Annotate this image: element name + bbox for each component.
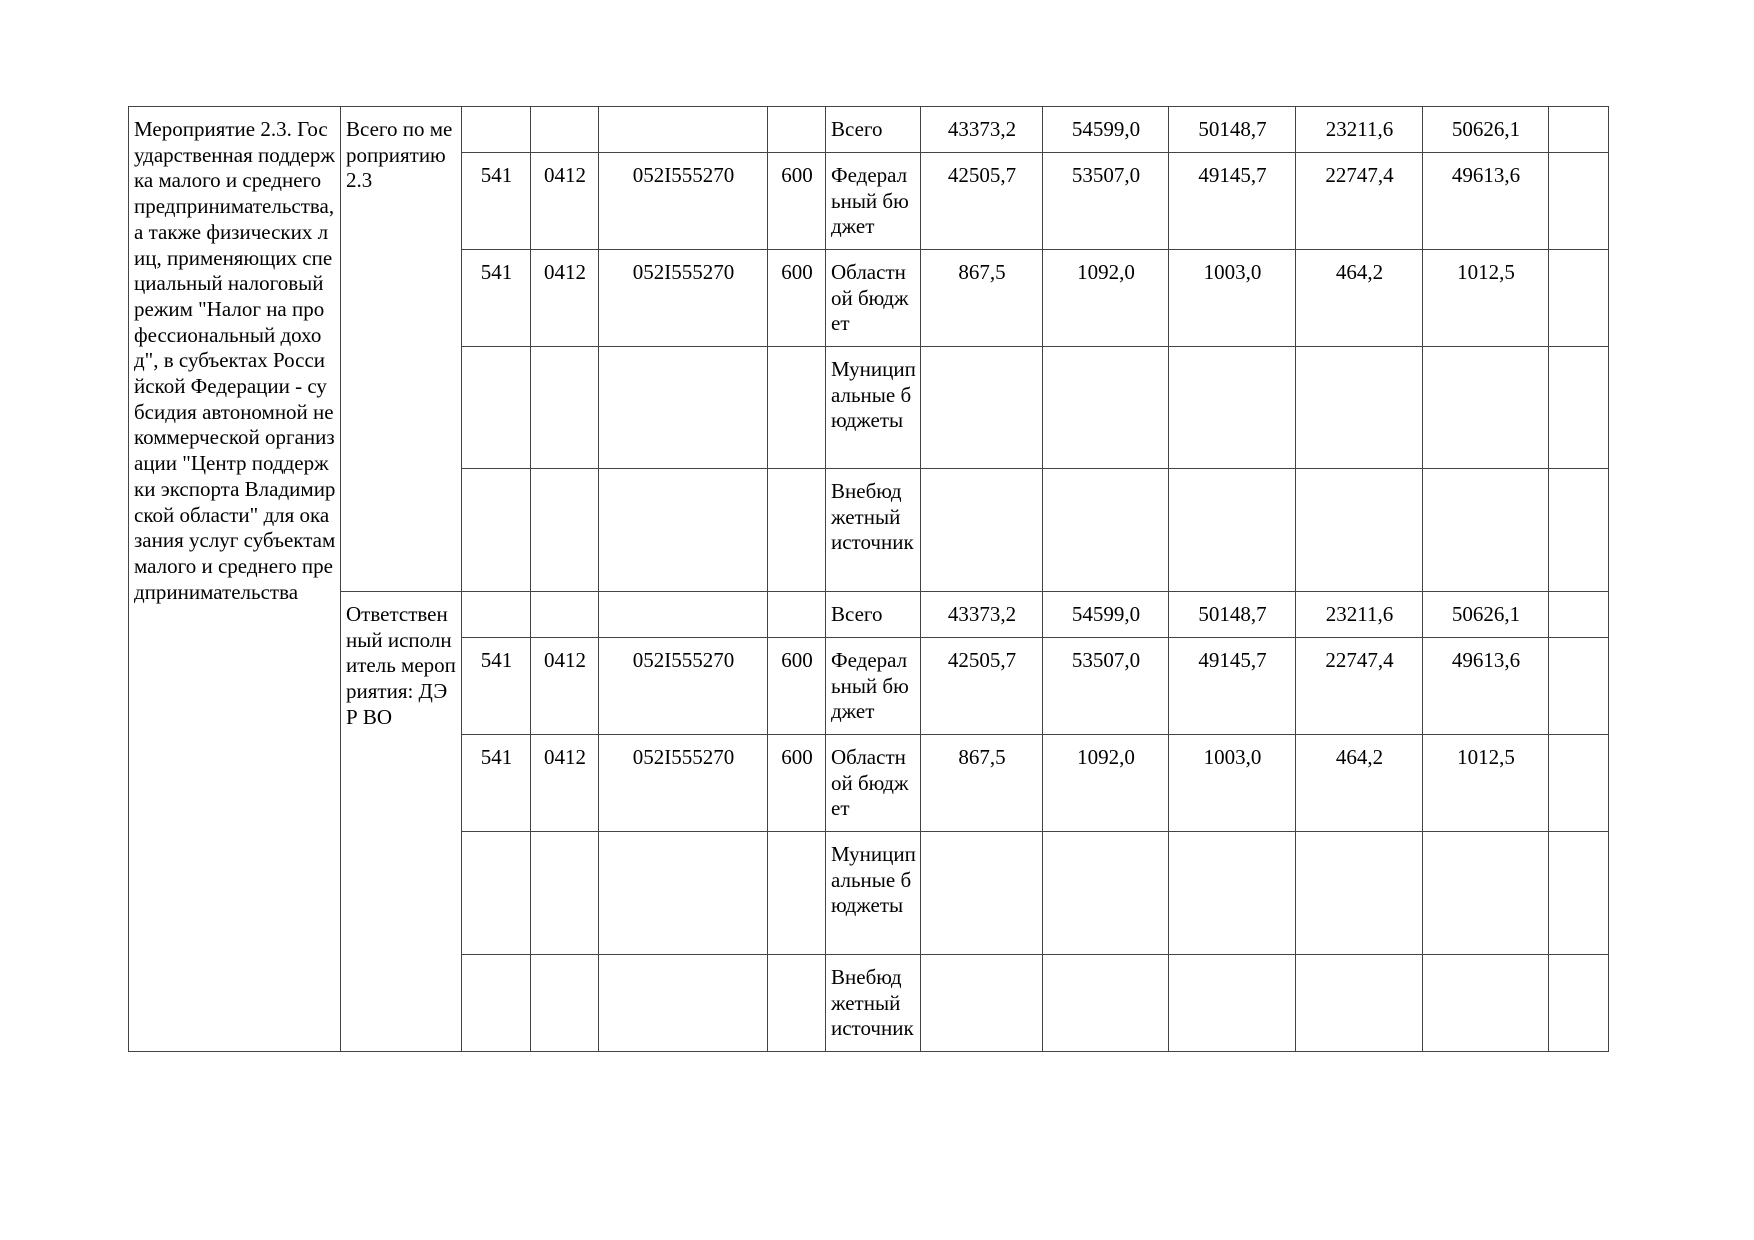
vr-cell: 600 xyxy=(768,250,826,347)
value-cell: 1003,0 xyxy=(1169,250,1296,347)
budget-table xyxy=(128,106,1609,1052)
value-cell: 1003,0 xyxy=(1169,735,1296,832)
source-cell: Областной бюджет xyxy=(826,735,921,832)
value-cell: 54599,0 xyxy=(1043,592,1169,638)
source-cell: Всего xyxy=(826,107,921,153)
value-cell: 464,2 xyxy=(1296,250,1423,347)
value-cell xyxy=(921,347,1043,469)
csr-cell xyxy=(599,107,768,153)
rz-cell xyxy=(531,469,599,592)
value-cell: 42505,7 xyxy=(921,153,1043,250)
source-cell: Областной бюджет xyxy=(826,250,921,347)
grbs-cell: 541 xyxy=(462,735,531,832)
truncated-cell xyxy=(1549,250,1609,347)
value-cell xyxy=(1296,955,1423,1052)
measure-title-cell: Мероприятие 2.3. Государственная поддержка малого и среднего предпринимательства, а также физических лиц, применяющих специальный налоговый режим "Налог на профессиональный доход", в субъектах Российской Федерации - субсидия автономной некоммерческой организации "Центр поддержки экспорта Владимирской области" для оказания услуг субъектам малого и среднего предпринимательства xyxy=(129,107,341,1052)
value-cell: 50148,7 xyxy=(1169,107,1296,153)
rz-cell: 0412 xyxy=(531,638,599,735)
grbs-cell xyxy=(462,469,531,592)
rz-cell xyxy=(531,955,599,1052)
value-cell xyxy=(1169,832,1296,955)
value-cell xyxy=(921,832,1043,955)
value-cell: 53507,0 xyxy=(1043,153,1169,250)
value-cell: 50626,1 xyxy=(1423,107,1549,153)
rz-cell: 0412 xyxy=(531,250,599,347)
grbs-cell xyxy=(462,107,531,153)
value-cell xyxy=(1296,347,1423,469)
vr-cell: 600 xyxy=(768,638,826,735)
csr-cell xyxy=(599,469,768,592)
csr-cell: 052I555270 xyxy=(599,638,768,735)
csr-cell xyxy=(599,955,768,1052)
source-cell: Муниципальные бюджеты xyxy=(826,347,921,469)
truncated-cell xyxy=(1549,347,1609,469)
value-cell xyxy=(1423,469,1549,592)
value-cell: 43373,2 xyxy=(921,107,1043,153)
truncated-cell xyxy=(1549,469,1609,592)
truncated-cell xyxy=(1549,638,1609,735)
grbs-cell xyxy=(462,832,531,955)
value-cell xyxy=(1296,469,1423,592)
source-cell: Федеральный бюджет xyxy=(826,638,921,735)
vr-cell xyxy=(768,592,826,638)
value-cell: 49145,7 xyxy=(1169,153,1296,250)
value-cell: 53507,0 xyxy=(1043,638,1169,735)
value-cell: 50148,7 xyxy=(1169,592,1296,638)
rz-cell xyxy=(531,592,599,638)
grbs-cell: 541 xyxy=(462,153,531,250)
value-cell: 464,2 xyxy=(1296,735,1423,832)
rz-cell: 0412 xyxy=(531,735,599,832)
grbs-cell xyxy=(462,955,531,1052)
value-cell: 1092,0 xyxy=(1043,735,1169,832)
truncated-cell xyxy=(1549,955,1609,1052)
truncated-cell xyxy=(1549,735,1609,832)
value-cell xyxy=(1169,347,1296,469)
vr-cell: 600 xyxy=(768,735,826,832)
value-cell xyxy=(1423,347,1549,469)
rz-cell xyxy=(531,347,599,469)
csr-cell: 052I555270 xyxy=(599,250,768,347)
value-cell xyxy=(921,955,1043,1052)
value-cell: 1012,5 xyxy=(1423,735,1549,832)
grbs-cell xyxy=(462,592,531,638)
csr-cell xyxy=(599,592,768,638)
value-cell xyxy=(1423,955,1549,1052)
grbs-cell xyxy=(462,347,531,469)
csr-cell: 052I555270 xyxy=(599,153,768,250)
grbs-cell: 541 xyxy=(462,250,531,347)
vr-cell xyxy=(768,832,826,955)
rz-cell xyxy=(531,107,599,153)
value-cell xyxy=(1423,832,1549,955)
value-cell xyxy=(921,469,1043,592)
value-cell xyxy=(1043,955,1169,1052)
grbs-cell: 541 xyxy=(462,638,531,735)
value-cell: 42505,7 xyxy=(921,638,1043,735)
truncated-cell xyxy=(1549,153,1609,250)
value-cell: 49613,6 xyxy=(1423,638,1549,735)
csr-cell xyxy=(599,832,768,955)
value-cell: 50626,1 xyxy=(1423,592,1549,638)
truncated-cell xyxy=(1549,832,1609,955)
value-cell xyxy=(1043,469,1169,592)
rz-cell: 0412 xyxy=(531,153,599,250)
table-row xyxy=(129,107,1609,153)
vr-cell xyxy=(768,469,826,592)
vr-cell xyxy=(768,955,826,1052)
vr-cell xyxy=(768,347,826,469)
source-cell: Всего xyxy=(826,592,921,638)
value-cell: 23211,6 xyxy=(1296,592,1423,638)
source-cell: Внебюджетный источник xyxy=(826,469,921,592)
value-cell xyxy=(1296,832,1423,955)
group-label-cell: Ответственный исполнитель мероприятия: ДЭР ВО xyxy=(341,592,462,1052)
value-cell: 867,5 xyxy=(921,735,1043,832)
truncated-cell xyxy=(1549,107,1609,153)
value-cell: 22747,4 xyxy=(1296,638,1423,735)
csr-cell: 052I555270 xyxy=(599,735,768,832)
rz-cell xyxy=(531,832,599,955)
truncated-cell xyxy=(1549,592,1609,638)
value-cell xyxy=(1043,832,1169,955)
value-cell: 867,5 xyxy=(921,250,1043,347)
table-row xyxy=(129,592,1609,638)
vr-cell xyxy=(768,107,826,153)
value-cell: 22747,4 xyxy=(1296,153,1423,250)
value-cell: 49145,7 xyxy=(1169,638,1296,735)
value-cell: 1012,5 xyxy=(1423,250,1549,347)
csr-cell xyxy=(599,347,768,469)
value-cell: 23211,6 xyxy=(1296,107,1423,153)
source-cell: Внебюджетный источник xyxy=(826,955,921,1052)
value-cell: 54599,0 xyxy=(1043,107,1169,153)
value-cell xyxy=(1169,469,1296,592)
source-cell: Муниципальные бюджеты xyxy=(826,832,921,955)
vr-cell: 600 xyxy=(768,153,826,250)
group-label-cell: Всего по мероприятию 2.3 xyxy=(341,107,462,592)
source-cell: Федеральный бюджет xyxy=(826,153,921,250)
value-cell: 49613,6 xyxy=(1423,153,1549,250)
value-cell: 1092,0 xyxy=(1043,250,1169,347)
value-cell xyxy=(1043,347,1169,469)
value-cell xyxy=(1169,955,1296,1052)
value-cell: 43373,2 xyxy=(921,592,1043,638)
